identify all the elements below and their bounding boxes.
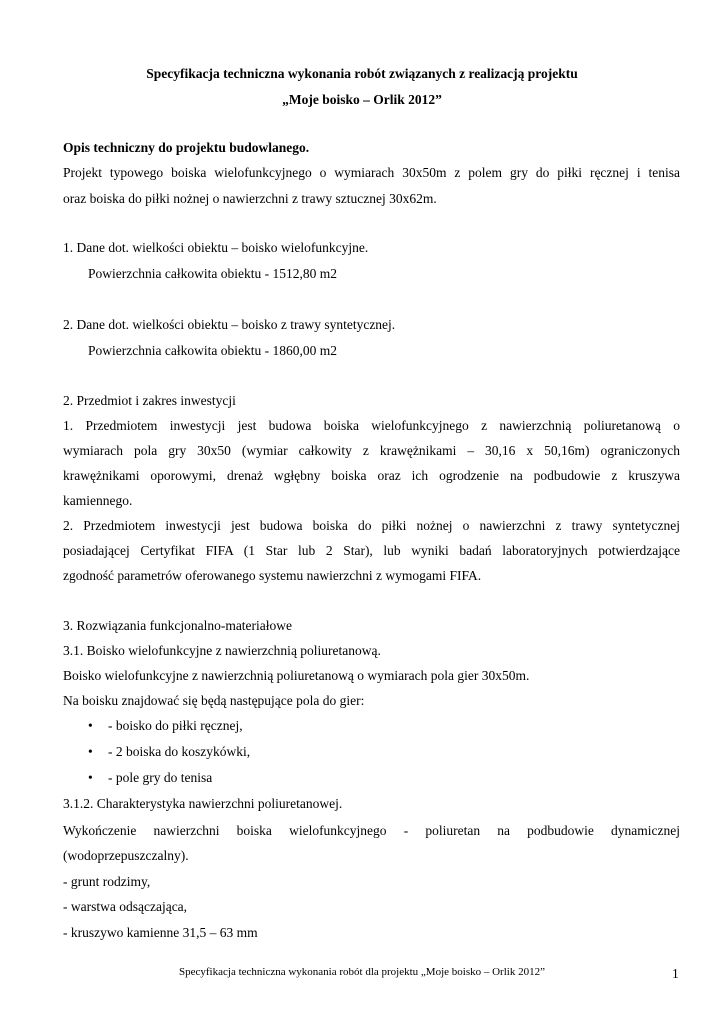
layer-item: - grunt rodzimy,	[63, 874, 151, 889]
document-title-line-1: Specyfikacja techniczna wykonania robót związanych z realizacją projektu	[146, 66, 578, 81]
section-3-paragraph-line: posiadającej Certyfikat FIFA (1 Star lub 2 Star), lub wyniki badań laboratoryjnych potwierdzające	[63, 543, 680, 558]
document-title-line-2: „Moje boisko – Orlik 2012”	[282, 92, 442, 107]
section-4-paragraph-line: (wodoprzepuszczalny).	[63, 848, 189, 863]
section-4-paragraph-line: Wykończenie nawierzchni boiska wielofunkcyjnego - poliuretan na podbudowie dynamicznej	[63, 823, 680, 838]
section-4-subtitle: 3.1.2. Charakterystyka nawierzchni poliuretanowej.	[63, 796, 343, 811]
bullet-icon: •	[88, 770, 93, 785]
list-item	[88, 770, 212, 786]
section-3-paragraph-line: wymiarach pola gry 30x50 (wymiar całkowity z krawężnikami – 30,16 x 50,16m) ograniczonych	[63, 443, 680, 458]
section-3-paragraph-line: kamiennego.	[63, 493, 133, 508]
section-3-paragraph-line: 1. Przedmiotem inwestycji jest budowa boiska wielofunkcyjnego z nawierzchnią poliuretanową o	[63, 418, 680, 433]
layer-item: - warstwa odsączająca,	[63, 899, 188, 914]
section-1-title: 1. Dane dot. wielkości obiektu – boisko wielofunkcyjne.	[63, 240, 369, 255]
section-2-area: Powierzchnia całkowita obiektu - 1860,00 m2	[88, 343, 337, 358]
section-heading-opis: Opis techniczny do projektu budowlanego.	[63, 140, 310, 155]
section-3-paragraph-line: krawężnikami oporowymi, drenaż wgłębny boiska oraz ich ogrodzenie na podbudowie z kruszywa	[63, 468, 680, 483]
section-4-subtitle: 3.1. Boisko wielofunkcyjne z nawierzchnią poliuretanową.	[63, 643, 381, 658]
bullet-icon: •	[88, 718, 93, 733]
section-3-title: 2. Przedmiot i zakres inwestycji	[63, 393, 236, 408]
list-item	[88, 744, 250, 760]
list-item-text: - 2 boiska do koszykówki,	[108, 744, 251, 759]
list-item-text: - boisko do piłki ręcznej,	[108, 718, 243, 733]
list-item-text: - pole gry do tenisa	[108, 770, 213, 785]
intro-paragraph-line: oraz boiska do piłki nożnej o nawierzchni z trawy sztucznej 30x62m.	[63, 191, 437, 206]
section-1-area: Powierzchnia całkowita obiektu - 1512,80 m2	[88, 266, 337, 281]
page-number: 1	[672, 966, 679, 981]
intro-paragraph-line: Projekt typowego boiska wielofunkcyjnego o wymiarach 30x50m z polem gry do piłki ręcznej i tenisa	[63, 165, 680, 180]
page-footer: Specyfikacja techniczna wykonania robót dla projektu „Moje boisko – Orlik 2012”	[179, 966, 545, 978]
layer-item: - kruszywo kamienne 31,5 – 63 mm	[63, 925, 258, 940]
section-2-title: 2. Dane dot. wielkości obiektu – boisko z trawy syntetycznej.	[63, 317, 396, 332]
list-item	[88, 718, 243, 734]
section-4-title: 3. Rozwiązania funkcjonalno-materiałowe	[63, 618, 293, 633]
section-4-text-line: Na boisku znajdować się będą następujące pola do gier:	[63, 693, 365, 708]
section-4-text-line: Boisko wielofunkcyjne z nawierzchnią poliuretanową o wymiarach pola gier 30x50m.	[63, 668, 530, 683]
section-3-paragraph-line: zgodność parametrów oferowanego systemu nawierzchni z wymogami FIFA.	[63, 568, 482, 583]
bullet-icon: •	[88, 744, 93, 759]
section-3-paragraph-line: 2. Przedmiotem inwestycji jest budowa boiska do piłki nożnej o nawierzchni z trawy syntetycznej	[63, 518, 680, 533]
